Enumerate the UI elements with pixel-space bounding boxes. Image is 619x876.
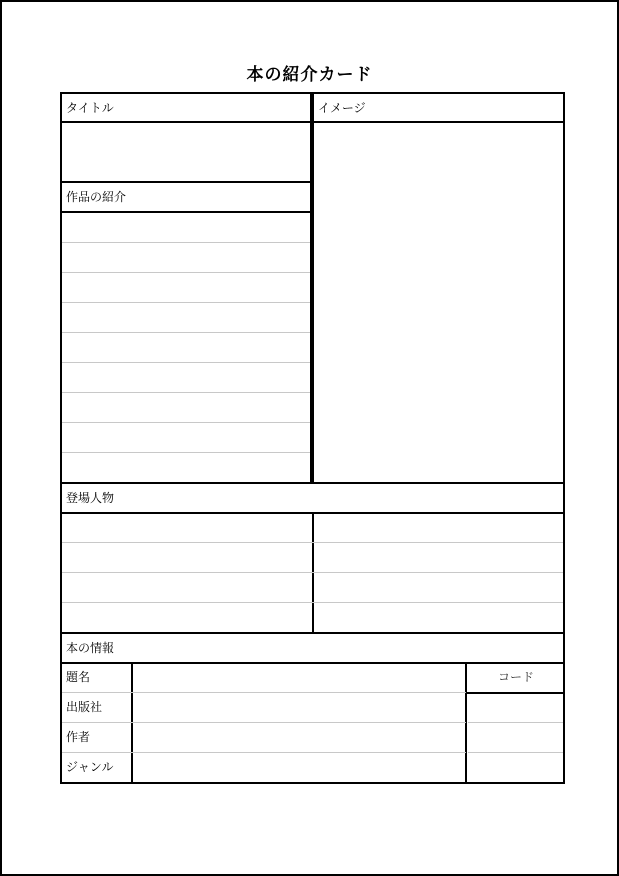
characters-line [62,602,563,603]
intro-line [62,452,310,453]
info-label: 本の情報 [66,641,115,655]
info-header [60,632,565,664]
intro-lines-area[interactable] [60,211,312,484]
intro-line [62,422,310,423]
characters-label: 登場人物 [66,491,115,505]
characters-left-area[interactable] [60,512,314,634]
code-value-area[interactable] [468,694,563,782]
intro-line [62,362,310,363]
info-value-title[interactable] [134,664,464,692]
page-title: 本の紹介カード [246,65,373,85]
image-label: イメージ [318,101,366,115]
characters-header [60,482,565,514]
characters-right-area[interactable] [312,512,565,634]
intro-line [62,332,310,333]
info-row-label-genre: ジャンル [66,760,114,774]
info-value-genre[interactable] [134,753,464,782]
info-row-label-title: 題名 [66,670,91,684]
info-row-label-author: 作者 [66,730,91,744]
code-label: コード [497,670,534,684]
intro-line [62,242,310,243]
characters-line [62,542,563,543]
intro-label: 作品の紹介 [66,190,127,204]
title-label: タイトル [66,101,114,115]
intro-line [62,392,310,393]
image-area[interactable] [312,121,565,484]
characters-line [62,572,563,573]
intro-header [60,181,312,213]
info-label-divider [131,662,133,784]
info-value-author[interactable] [134,723,464,752]
info-value-publisher[interactable] [134,693,464,722]
info-row-label-publisher: 出版社 [66,700,103,714]
intro-line [62,272,310,273]
title-input-area[interactable] [60,121,312,183]
intro-line [62,302,310,303]
image-header [312,92,565,123]
title-header [60,92,312,123]
